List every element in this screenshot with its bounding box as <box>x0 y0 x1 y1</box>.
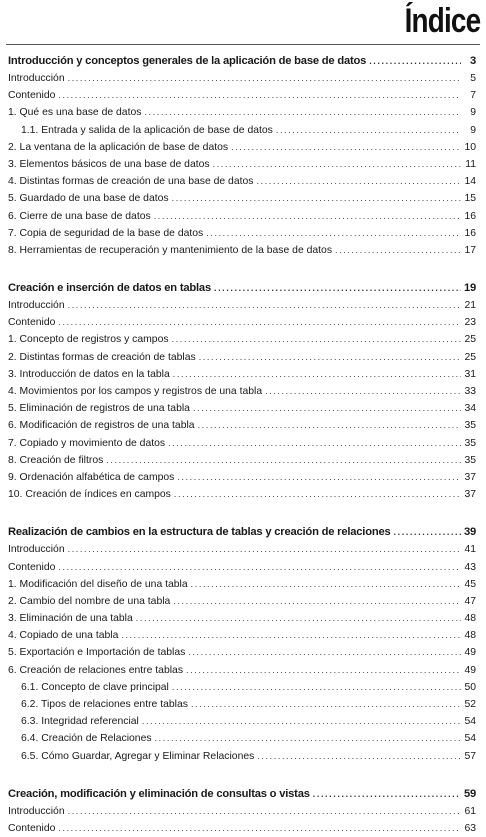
dot-leader <box>265 383 461 400</box>
toc-entry[interactable] <box>8 593 476 610</box>
dot-leader <box>191 576 461 593</box>
toc-entry-page-number: 11 <box>465 158 476 170</box>
toc-entry-page-number: 5 <box>470 73 476 84</box>
dot-leader <box>231 139 461 156</box>
toc-entry-page-number: 63 <box>464 822 476 834</box>
dot-leader <box>172 679 461 696</box>
dot-leader <box>335 242 461 259</box>
table-of-contents <box>8 52 476 837</box>
toc-entry-page-number: 41 <box>464 544 476 556</box>
toc-entry-page-number: 25 <box>464 334 476 346</box>
toc-entry-page-number: 54 <box>464 716 476 728</box>
toc-entry[interactable] <box>8 383 476 400</box>
dot-leader <box>257 748 461 765</box>
toc-entry-page-number: 57 <box>464 750 476 762</box>
dot-leader <box>58 314 461 331</box>
dot-leader <box>58 559 461 576</box>
toc-section <box>8 523 476 764</box>
toc-entry[interactable] <box>8 87 476 104</box>
toc-entry-label: 6. Modificación de registros de una tabla <box>8 420 195 432</box>
toc-entry[interactable] <box>8 208 476 225</box>
toc-entry-label: 5. Exportación e Importación de tablas <box>8 647 186 659</box>
section-heading-label: Creación e inserción de datos en tablas <box>8 282 211 295</box>
section-heading-label: Realización de cambios en la estructura de tablas y creación de relaciones <box>8 526 391 539</box>
toc-entry-page-number: 43 <box>464 561 476 573</box>
dot-leader <box>198 417 461 434</box>
title-rule <box>6 44 480 45</box>
toc-section <box>8 52 476 259</box>
toc-entry-label: 6. Creación de relaciones entre tablas <box>8 664 184 676</box>
toc-entry-label: 2. Distintas formas de creación de tablas <box>8 351 196 363</box>
dot-leader <box>58 87 461 104</box>
toc-entry[interactable] <box>8 139 476 156</box>
section-heading[interactable] <box>8 52 476 70</box>
toc-entry-label: 3. Eliminación de una tabla <box>8 613 133 625</box>
toc-entry[interactable] <box>8 122 476 139</box>
toc-entry[interactable] <box>8 469 476 486</box>
toc-entry-page-number: 10 <box>464 141 476 153</box>
toc-entry-label: 1. Qué es una base de datos <box>8 107 142 119</box>
toc-entry-page-number: 23 <box>464 317 476 329</box>
toc-entry-label: 6.4. Creación de Relaciones <box>21 733 152 745</box>
toc-entry[interactable] <box>8 576 476 593</box>
dot-leader <box>142 713 461 730</box>
toc-entry[interactable] <box>8 610 476 627</box>
toc-entry[interactable] <box>8 400 476 417</box>
toc-entry-label: 1.1. Entrada y salida de la aplicación de base de datos <box>21 124 273 136</box>
toc-entry-label: 5. Eliminación de registros de una tabla <box>8 403 190 415</box>
dot-leader <box>106 452 461 469</box>
toc-entry[interactable] <box>8 156 476 173</box>
toc-entry-page-number: 52 <box>464 699 476 710</box>
toc-entry-page-number: 48 <box>464 613 476 625</box>
toc-entry-page-number: 33 <box>464 386 476 397</box>
toc-entry-label: 4. Movimientos por los campos y registros de una tabla <box>8 386 263 397</box>
toc-entry-label: 2. Cambio del nombre de una tabla <box>8 595 171 607</box>
dot-leader <box>173 366 461 383</box>
toc-entry[interactable] <box>8 452 476 469</box>
toc-entry[interactable] <box>8 679 476 696</box>
toc-entry-label: 6.5. Cómo Guardar, Agregar y Eliminar Relaciones <box>21 750 255 762</box>
dot-leader <box>214 279 461 297</box>
toc-entry-page-number: 45 <box>464 578 476 590</box>
toc-entry-page-number: 16 <box>464 227 476 239</box>
dot-leader <box>121 627 461 644</box>
toc-entry[interactable] <box>8 70 476 87</box>
toc-entry-page-number: 37 <box>464 489 476 501</box>
dot-leader <box>173 593 461 610</box>
toc-entry[interactable] <box>8 104 476 121</box>
toc-entry-page-number: 17 <box>464 244 476 256</box>
section-heading-label: Creación, modificación y eliminación de consultas o vistas <box>8 787 310 800</box>
toc-entry-label: 8. Herramientas de recuperación y mantenimiento de la base de datos <box>8 244 333 256</box>
toc-entry[interactable] <box>8 314 476 331</box>
dot-leader <box>154 208 461 225</box>
dot-leader <box>68 297 461 314</box>
toc-entry-page-number: 25 <box>464 351 476 363</box>
toc-entry-label: 3. Elementos básicos de una base de datos <box>8 158 210 170</box>
toc-entry-page-number: 14 <box>464 176 476 188</box>
toc-section <box>8 279 476 503</box>
toc-entry-page-number: 34 <box>464 403 476 415</box>
dot-leader <box>174 486 461 503</box>
dot-leader <box>188 644 461 661</box>
toc-entry-page-number: 49 <box>464 647 476 659</box>
toc-entry-page-number: 9 <box>470 107 476 119</box>
toc-entry-label: Introducción <box>8 300 65 312</box>
dot-leader <box>172 331 461 348</box>
toc-entry-page-number: 15 <box>464 193 476 205</box>
toc-entry-label: 6. Cierre de una base de datos <box>8 210 151 222</box>
toc-entry-label: Contenido <box>8 90 56 102</box>
toc-entry[interactable] <box>8 225 476 242</box>
toc-entry-label: 6.3. Integridad referencial <box>21 716 139 728</box>
toc-entry-label: 5. Guardado de una base de datos <box>8 193 169 205</box>
toc-entry-label: 6.2. Tipos de relaciones entre tablas <box>21 699 188 710</box>
dot-leader <box>177 469 461 486</box>
dot-leader <box>394 523 461 541</box>
dot-leader <box>68 803 461 820</box>
toc-entry-page-number: 7 <box>470 90 476 102</box>
section-heading-page-number: 3 <box>469 55 476 67</box>
toc-entry[interactable] <box>8 173 476 190</box>
toc-entry-page-number: 49 <box>464 664 476 676</box>
toc-entry[interactable] <box>8 730 476 747</box>
section-heading-page-number: 59 <box>463 787 476 800</box>
toc-entry[interactable] <box>8 190 476 207</box>
dot-leader <box>168 435 461 452</box>
dot-leader <box>68 541 461 558</box>
toc-entry-label: 8. Creación de filtros <box>8 454 104 466</box>
toc-entry[interactable] <box>8 559 476 576</box>
dot-leader <box>144 104 461 121</box>
toc-entry-page-number: 47 <box>464 595 476 607</box>
toc-entry-label: 1. Concepto de registros y campos <box>8 334 169 346</box>
toc-entry-label: 7. Copia de seguridad de la base de datos <box>8 227 204 239</box>
toc-entry-page-number: 61 <box>464 805 476 817</box>
page-title: Índice <box>404 2 480 40</box>
toc-entry-label: Contenido <box>8 561 56 573</box>
toc-entry-label: 4. Copiado de una tabla <box>8 630 119 642</box>
toc-entry-label: 4. Distintas formas de creación de una base de datos <box>8 176 254 188</box>
toc-entry-label: Introducción <box>8 544 65 556</box>
toc-entry-label: Introducción <box>8 73 65 84</box>
toc-entry[interactable] <box>8 713 476 730</box>
toc-entry[interactable] <box>8 803 476 820</box>
toc-entry[interactable] <box>8 366 476 383</box>
toc-section <box>8 785 476 837</box>
toc-entry-label: 2. La ventana de la aplicación de base de datos <box>8 141 229 153</box>
toc-entry-page-number: 16 <box>464 210 476 222</box>
toc-entry-label: 10. Creación de índices en campos <box>8 489 171 501</box>
dot-leader <box>136 610 461 627</box>
section-heading-page-number: 19 <box>463 282 476 295</box>
section-heading[interactable] <box>8 523 476 541</box>
section-heading-page-number: 39 <box>463 526 476 539</box>
toc-entry[interactable] <box>8 627 476 644</box>
dot-leader <box>313 785 461 803</box>
toc-entry[interactable] <box>8 644 476 661</box>
toc-entry[interactable] <box>8 748 476 765</box>
dot-leader <box>68 70 461 87</box>
dot-leader <box>213 156 461 173</box>
dot-leader <box>199 349 461 366</box>
toc-entry-label: 7. Copiado y movimiento de datos <box>8 437 166 449</box>
toc-entry[interactable] <box>8 349 476 366</box>
section-heading[interactable] <box>8 785 476 803</box>
toc-entry-page-number: 21 <box>464 300 476 312</box>
dot-leader <box>276 122 461 139</box>
toc-entry-label: 9. Ordenación alfabética de campos <box>8 471 175 483</box>
toc-entry-page-number: 48 <box>464 630 476 642</box>
toc-entry-label: 6.1. Concepto de clave principal <box>21 681 169 693</box>
section-heading[interactable] <box>8 279 476 297</box>
toc-entry[interactable] <box>8 297 476 314</box>
toc-entry[interactable] <box>8 435 476 452</box>
toc-entry-label: Introducción <box>8 805 65 817</box>
toc-entry-page-number: 35 <box>464 420 476 432</box>
dot-leader <box>369 52 461 70</box>
dot-leader <box>193 400 461 417</box>
dot-leader <box>155 730 461 747</box>
section-heading-label: Introducción y conceptos generales de la aplicación de base de datos <box>8 55 367 67</box>
toc-entry[interactable] <box>8 486 476 503</box>
toc-entry-page-number: 54 <box>464 733 476 745</box>
toc-entry-label: Contenido <box>8 822 56 834</box>
dot-leader <box>191 696 461 713</box>
dot-leader <box>186 662 461 679</box>
toc-entry-page-number: 50 <box>464 681 476 693</box>
toc-entry-page-number: 37 <box>464 471 476 483</box>
dot-leader <box>256 173 461 190</box>
toc-entry[interactable] <box>8 662 476 679</box>
toc-entry[interactable] <box>8 417 476 434</box>
toc-entry[interactable] <box>8 541 476 558</box>
toc-entry-page-number: 35 <box>464 437 476 449</box>
toc-entry[interactable] <box>8 696 476 713</box>
toc-entry-page-number: 9 <box>470 124 476 136</box>
toc-entry-page-number: 31 <box>464 368 476 380</box>
toc-entry[interactable] <box>8 820 476 837</box>
toc-entry-label: Contenido <box>8 317 56 329</box>
dot-leader <box>206 225 461 242</box>
toc-entry-page-number: 35 <box>464 454 476 466</box>
toc-entry-label: 3. Introducción de datos en la tabla <box>8 368 170 380</box>
toc-entry[interactable] <box>8 331 476 348</box>
toc-entry-label: 1. Modificación del diseño de una tabla <box>8 578 188 590</box>
dot-leader <box>172 190 461 207</box>
toc-entry[interactable] <box>8 242 476 259</box>
dot-leader <box>58 820 461 837</box>
